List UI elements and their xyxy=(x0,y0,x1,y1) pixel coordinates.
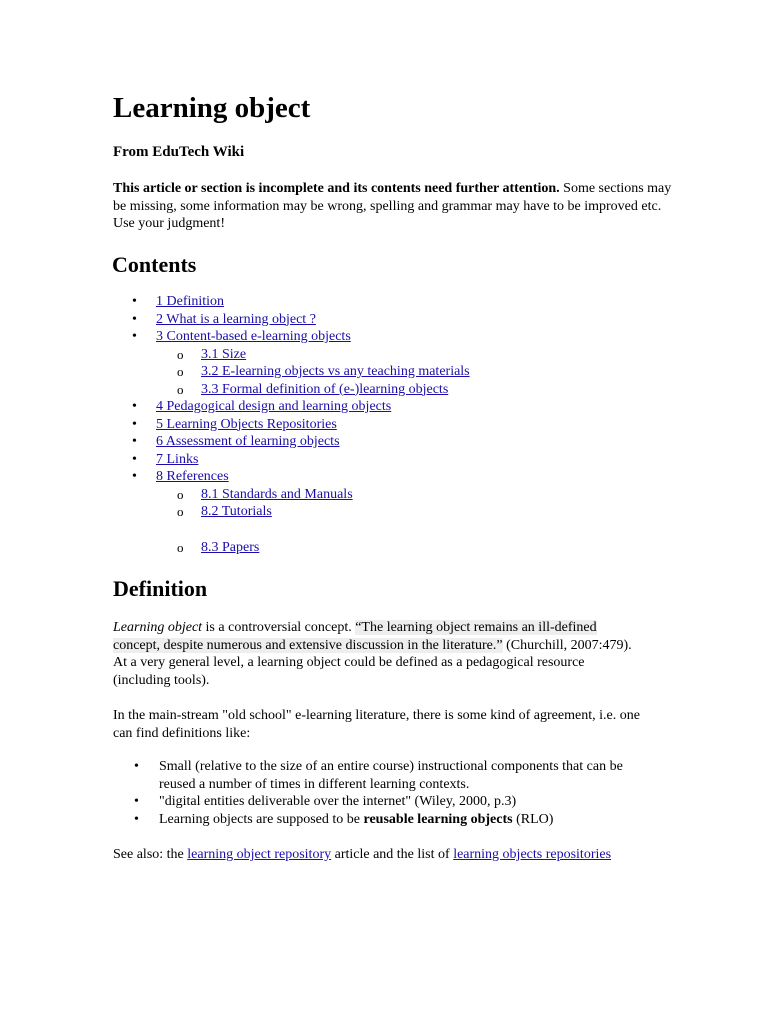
toc-link-links[interactable]: 7 Links xyxy=(156,451,199,467)
term-learning-object: Learning object xyxy=(113,620,203,635)
toc-link-tutorials[interactable]: 8.2 Tutorials xyxy=(201,504,272,519)
toc-sublist xyxy=(156,346,633,399)
toc-link-papers[interactable]: 8.3 Papers xyxy=(201,539,260,555)
notice-bold-text: This article or section is incomplete and its contents need further attention. xyxy=(113,181,560,196)
p1-text-2: (Churchill, 2007:479). At a very general level, a learning object could be defined as a pedagogical resource (including tools). xyxy=(113,637,632,688)
toc-link-what-is[interactable]: 2 What is a learning object ? xyxy=(156,311,316,327)
toc-item xyxy=(113,398,633,416)
link-learning-object-repository[interactable]: learning object repository xyxy=(187,847,332,862)
toc-item xyxy=(113,328,633,398)
churchill-quote: “The learning object remains an ill-defined concept, despite numerous and extensive discussion in the literature.” xyxy=(113,620,597,653)
toc-link-repositories[interactable]: 5 Learning Objects Repositories xyxy=(156,416,337,432)
table-of-contents xyxy=(113,293,633,556)
toc-sublist xyxy=(156,486,633,557)
old-school-paragraph: In the main-stream "old school" e-learning literature, there is some kind of agreement, i.e. one can find definitions like: xyxy=(113,708,640,741)
incomplete-notice xyxy=(113,180,673,233)
page-title: Learning object xyxy=(113,92,311,124)
toc-subitem xyxy=(113,346,633,364)
toc-item xyxy=(113,433,633,451)
toc-link-definition[interactable]: 1 Definition xyxy=(156,294,225,309)
b3-post: (RLO) xyxy=(512,811,554,827)
see-also-paragraph xyxy=(113,846,673,864)
list-item: • Small (relative to the size of an entire course) instructional components that can be reused a number of times in different learning contexts. xyxy=(113,758,658,793)
page-subtitle: From EduTech Wiki xyxy=(113,144,245,160)
list-item: • "digital entities deliverable over the internet" (Wiley, 2000, p.3) xyxy=(113,793,658,811)
toc-item xyxy=(113,416,633,434)
toc-item xyxy=(113,293,633,311)
toc-link-references[interactable]: 8 References xyxy=(156,469,229,484)
toc-link-content-based[interactable]: 3 Content-based e-learning objects xyxy=(156,329,351,344)
toc-subitem xyxy=(113,503,633,521)
b3-bold: reusable learning objects xyxy=(363,811,513,827)
b3-pre: Learning objects are supposed to be xyxy=(159,811,364,827)
toc-link-assessment[interactable]: 6 Assessment of learning objects xyxy=(156,434,340,449)
definition-bullets xyxy=(113,758,658,828)
definition-heading: Definition xyxy=(113,576,208,601)
notice-text: Some sections may be missing, some information may be wrong, spelling and grammar may have to be improved etc. Use your judgment! xyxy=(113,181,672,231)
toc-link-formal-definition[interactable]: 3.3 Formal definition of (e-)learning objects xyxy=(201,381,449,397)
definition-paragraph xyxy=(113,619,633,689)
toc-subitem xyxy=(113,381,633,399)
p1-text-1: is a controversial concept. xyxy=(202,620,356,635)
toc-link-size[interactable]: 3.1 Size xyxy=(201,346,247,362)
toc-link-standards[interactable]: 8.1 Standards and Manuals xyxy=(201,486,353,502)
toc-item xyxy=(113,311,633,329)
toc-link-vs-teaching-materials[interactable]: 3.2 E-learning objects vs any teaching materials xyxy=(201,364,470,379)
see-also-mid: article and the list of xyxy=(331,847,454,862)
contents-heading: Contents xyxy=(112,252,197,277)
toc-subitem xyxy=(113,363,633,381)
toc-subitem xyxy=(113,486,633,504)
toc-subitem xyxy=(113,539,633,557)
toc-link-pedagogical-design[interactable]: 4 Pedagogical design and learning objects xyxy=(156,399,392,414)
link-learning-objects-repositories[interactable]: learning objects repositories xyxy=(453,847,612,862)
list-item xyxy=(113,811,658,829)
toc-item xyxy=(113,451,633,469)
see-also-pre: See also: the xyxy=(113,847,188,862)
toc-item xyxy=(113,468,633,556)
